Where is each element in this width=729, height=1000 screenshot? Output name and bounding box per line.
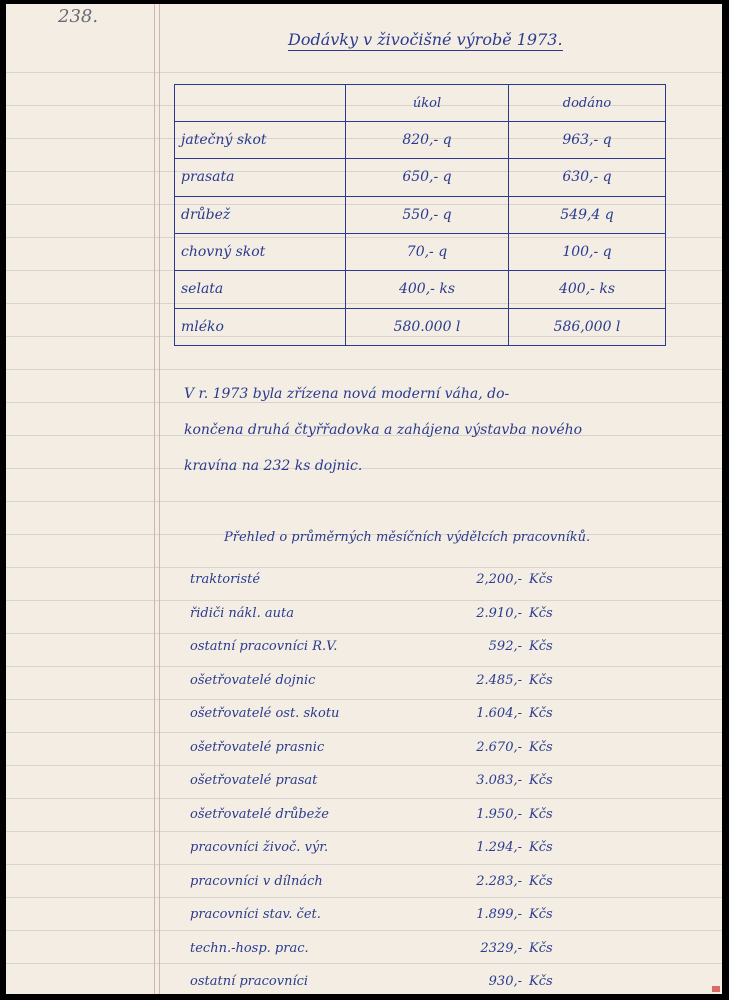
- wage-amount: 2,200,-: [476, 572, 522, 587]
- wage-role: ošetřovatelé drůbeže: [190, 806, 329, 822]
- supplies-table: [174, 84, 666, 346]
- table-row: [175, 308, 666, 345]
- wage-role: ošetřovatelé prasat: [190, 773, 318, 788]
- wage-row: [184, 807, 604, 837]
- wage-amount: 1.294,-: [476, 840, 522, 855]
- header-delivered: dodáno: [509, 85, 666, 122]
- delivered-cell: 630,- q: [509, 159, 666, 196]
- wage-amount: 2329,-: [480, 940, 522, 956]
- product-cell: drůbež: [175, 196, 346, 233]
- table-row: [175, 196, 666, 233]
- wage-unit: Kčs: [529, 706, 553, 721]
- header-plan: úkol: [346, 85, 509, 122]
- wage-unit: Kčs: [529, 873, 553, 889]
- page-number: 238.: [58, 6, 99, 27]
- wage-row: [184, 606, 604, 636]
- wage-row: [184, 673, 604, 703]
- table-header-row: [175, 85, 666, 122]
- wage-amount: 1.604,-: [476, 706, 522, 721]
- wage-role: techn.-hosp. prac.: [190, 940, 309, 956]
- wage-unit: Kčs: [529, 672, 553, 688]
- wage-row: [184, 773, 604, 803]
- wage-role: pracovníci stav. čet.: [190, 907, 321, 922]
- wage-amount: 3.083,-: [476, 773, 522, 788]
- header-product: [175, 85, 346, 122]
- plan-cell: 400,- ks: [346, 271, 509, 308]
- ruled-line: [6, 72, 722, 73]
- wage-unit: Kčs: [529, 806, 553, 822]
- wage-row: [184, 572, 604, 602]
- wage-amount: 592,-: [488, 639, 522, 654]
- margin-line: [154, 4, 155, 994]
- wage-amount: 930,-: [488, 974, 522, 989]
- plan-cell: 580.000 l: [346, 308, 509, 345]
- wage-unit: Kčs: [529, 840, 553, 855]
- wage-amount: 2.910,-: [476, 605, 522, 621]
- wage-role: ostatní pracovníci R.V.: [190, 639, 338, 654]
- delivered-cell: 100,- q: [509, 233, 666, 270]
- wage-row: [184, 907, 604, 937]
- wage-row: [184, 639, 604, 669]
- delivered-cell: 400,- ks: [509, 271, 666, 308]
- wage-row: [184, 974, 604, 994]
- product-cell: jatečný skot: [175, 122, 346, 159]
- product-cell: prasata: [175, 159, 346, 196]
- ruled-line: [6, 501, 722, 502]
- wage-role: ošetřovatelé prasnic: [190, 739, 325, 755]
- wage-unit: Kčs: [529, 773, 553, 788]
- table-row: [175, 159, 666, 196]
- wage-row: [184, 740, 604, 770]
- margin-line-inner: [159, 4, 160, 994]
- delivered-cell: 963,- q: [509, 122, 666, 159]
- corner-mark: [712, 986, 720, 992]
- paragraph-line: končena druhá čtyřřadovka a zahájena výstavba nového: [184, 422, 583, 438]
- wage-amount: 1.899,-: [476, 907, 522, 922]
- wage-role: ošetřovatelé dojnic: [190, 672, 316, 688]
- table-row: [175, 233, 666, 270]
- wage-amount: 1.950,-: [476, 806, 522, 822]
- wage-unit: Kčs: [529, 940, 553, 956]
- plan-cell: 70,- q: [346, 233, 509, 270]
- ledger-page: [6, 4, 722, 994]
- wage-unit: Kčs: [529, 739, 553, 755]
- delivered-cell: 549,4 q: [509, 196, 666, 233]
- delivered-cell: 586,000 l: [509, 308, 666, 345]
- wage-unit: Kčs: [529, 907, 553, 922]
- product-cell: selata: [175, 271, 346, 308]
- ruled-line: [6, 369, 722, 370]
- wage-row: [184, 840, 604, 870]
- plan-cell: 820,- q: [346, 122, 509, 159]
- wage-role: pracovníci živoč. výr.: [190, 840, 329, 855]
- wage-amount: 2.670,-: [476, 739, 522, 755]
- paragraph-line: kravína na 232 ks dojnic.: [184, 458, 363, 474]
- page-title: Dodávky v živočišné výrobě 1973.: [288, 30, 563, 49]
- wage-role: ošetřovatelé ost. skotu: [190, 706, 340, 721]
- table-row: [175, 122, 666, 159]
- wage-amount: 2.283,-: [476, 873, 522, 889]
- wage-row: [184, 706, 604, 736]
- wage-role: pracovníci v dílnách: [190, 873, 323, 889]
- plan-cell: 650,- q: [346, 159, 509, 196]
- wage-unit: Kčs: [529, 639, 553, 654]
- product-cell: mléko: [175, 308, 346, 345]
- wage-amount: 2.485,-: [476, 672, 522, 688]
- wage-unit: Kčs: [529, 974, 553, 989]
- paragraph-1973: [184, 376, 694, 484]
- wage-unit: Kčs: [529, 605, 553, 621]
- table-row: [175, 271, 666, 308]
- wage-role: traktoristé: [190, 572, 261, 587]
- wages-title: Přehled o průměrných měsíčních výdělcích pracovníků.: [224, 530, 591, 545]
- wage-unit: Kčs: [529, 572, 553, 587]
- paragraph-line: V r. 1973 byla zřízena nová moderní váha, do-: [184, 386, 510, 402]
- plan-cell: 550,- q: [346, 196, 509, 233]
- wage-row: [184, 874, 604, 904]
- wage-row: [184, 941, 604, 971]
- product-cell: chovný skot: [175, 233, 346, 270]
- ruled-line: [6, 567, 722, 568]
- wage-role: ostatní pracovníci: [190, 974, 309, 989]
- wage-role: řidiči nákl. auta: [190, 605, 294, 621]
